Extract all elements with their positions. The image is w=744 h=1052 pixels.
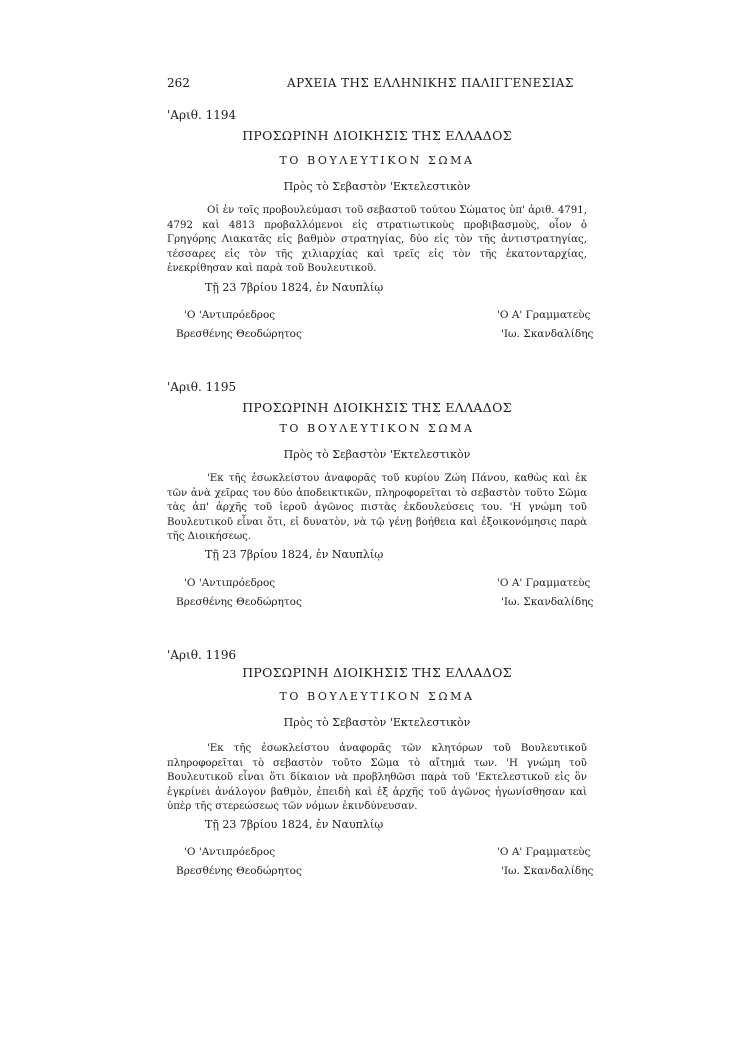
- signature-title: 'Ο Α' Γραμματεὺς: [497, 309, 591, 321]
- signature-secretary: [497, 843, 593, 881]
- government-heading: ΠΡΟΣΩΡΙΝΗ ΔΙΟΙΚΗΣΙΣ ΤΗΣ ΕΛΛΑΔΟΣ: [242, 400, 512, 415]
- document-text: 'Εκ τῆς ἐσωκλείστου ἀναφορᾶς τῶν κλητόρων τοῦ Βουλευτικοῦ πληροφορεῖται τὸ σεβαστὸν τοῦτο Σῶμα τὸ αἴτημά των. 'Η γνώμη τοῦ Βουλευτικοῦ εἶναι ὅτι δίκαιον νὰ προβληθῶσι παρὰ τοῦ 'Εκτελεστικοῦ εἰς ὃν ἐγκρίνει ἀνάλογον βαθμὸν, ἐπειδὴ καὶ ἐξ ἀρχῆς τοῦ ἀγῶνος ἠγωνίσθησαν καὶ ὑπὲρ τῆς στερεώσεως τῶν νόμων ἐκινδύνευσαν.: [167, 743, 587, 812]
- signature-vice-president: [176, 574, 302, 612]
- date-line: Τῇ 23 7βρίου 1824, ἐν Ναυπλίῳ: [205, 818, 384, 831]
- issuing-body: ΤΟ ΒΟΥΛΕΥΤΙΚΟΝ ΣΩΜΑ: [279, 422, 475, 435]
- document-number: 'Αριθ. 1194: [167, 108, 237, 122]
- addressee: Πρὸς τὸ Σεβαστὸν 'Εκτελεστικὸν: [283, 716, 471, 729]
- date-line: Τῇ 23 7βρίου 1824, ἐν Ναυπλίῳ: [205, 548, 384, 561]
- signature-name: 'Ιω. Σκανδαλίδης: [501, 865, 594, 877]
- signature-secretary: [497, 306, 593, 344]
- document-number: 'Αριθ. 1196: [167, 648, 237, 662]
- signature-name: Βρεσθένης Θεοδώρητος: [176, 865, 302, 877]
- signature-name: Βρεσθένης Θεοδώρητος: [176, 328, 302, 340]
- document-number: 'Αριθ. 1195: [167, 380, 237, 394]
- document-text: Οἱ ἐν τοῖς προβουλεύμασι τοῦ σεβαστοῦ τούτου Σώματος ὑπ' ἀριθ. 4791, 4792 καὶ 4813 προβαλλόμενοι εἰς στρατιωτικοὺς προβιβασμοὺς, οἷον ὁ Γρηγόρης Λιακατᾶς εἰς βαθμὸν στρατηγίας, δύο εἰς τὸν τῆς ἀντιστρατηγίας, τέσσαρες εἰς τὸν τῆς χιλιαρχίας καὶ τρεῖς εἰς τὸν τῆς ἑκατονταρχίας, ἐνεκρίθησαν καὶ παρὰ τοῦ Βουλευτικοῦ.: [167, 205, 587, 274]
- addressee: Πρὸς τὸ Σεβαστὸν 'Εκτελεστικὸν: [283, 180, 471, 193]
- signature-secretary: [497, 574, 593, 612]
- signature-title: 'Ο 'Αντιπρόεδρος: [184, 846, 276, 858]
- government-heading: ΠΡΟΣΩΡΙΝΗ ΔΙΟΙΚΗΣΙΣ ΤΗΣ ΕΛΛΑΔΟΣ: [242, 665, 512, 680]
- government-heading: ΠΡΟΣΩΡΙΝΗ ΔΙΟΙΚΗΣΙΣ ΤΗΣ ΕΛΛΑΔΟΣ: [242, 128, 512, 143]
- document-text: 'Εκ τῆς ἐσωκλείστου ἀναφορᾶς τοῦ κυρίου Ζώη Πάνου, καθὼς καὶ ἐκ τῶν ἀνὰ χεῖρας του δύο ἀποδεικτικῶν, πληροφορεῖται τὸ σεβαστὸν τοῦτο Σῶμα τὰς ἀπ' ἀρχῆς τοῦ ἱεροῦ ἀγῶνος πιστὰς ἐκδουλεύσεις του. 'Η γνώμη τοῦ Βουλευτικοῦ εἶναι ὅτι, εἰ δυνατὸν, νὰ τῷ γένῃ βοήθεια καὶ ἐξοικονόμησις παρὰ τῆς Διοικήσεως.: [167, 473, 587, 542]
- signature-title: 'Ο Α' Γραμματεὺς: [497, 846, 591, 858]
- addressee: Πρὸς τὸ Σεβαστὸν 'Εκτελεστικὸν: [283, 448, 471, 461]
- issuing-body: ΤΟ ΒΟΥΛΕΥΤΙΚΟΝ ΣΩΜΑ: [279, 154, 475, 167]
- issuing-body: ΤΟ ΒΟΥΛΕΥΤΙΚΟΝ ΣΩΜΑ: [279, 690, 475, 703]
- signature-title: 'Ο Α' Γραμματεὺς: [497, 577, 591, 589]
- date-line: Τῇ 23 7βρίου 1824, ἐν Ναυπλίῳ: [205, 281, 384, 294]
- signature-name: Βρεσθένης Θεοδώρητος: [176, 596, 302, 608]
- signature-vice-president: [176, 306, 302, 344]
- signature-title: 'Ο 'Αντιπρόεδρος: [184, 309, 276, 321]
- page-number: 262: [167, 76, 190, 90]
- signature-name: 'Ιω. Σκανδαλίδης: [501, 596, 594, 608]
- running-title: ΑΡΧΕΙΑ ΤΗΣ ΕΛΛΗΝΙΚΗΣ ΠΑΛΙΓΓΕΝΕΣΙΑΣ: [287, 76, 574, 90]
- signature-vice-president: [176, 843, 302, 881]
- signature-title: 'Ο 'Αντιπρόεδρος: [184, 577, 276, 589]
- signature-name: 'Ιω. Σκανδαλίδης: [501, 328, 594, 340]
